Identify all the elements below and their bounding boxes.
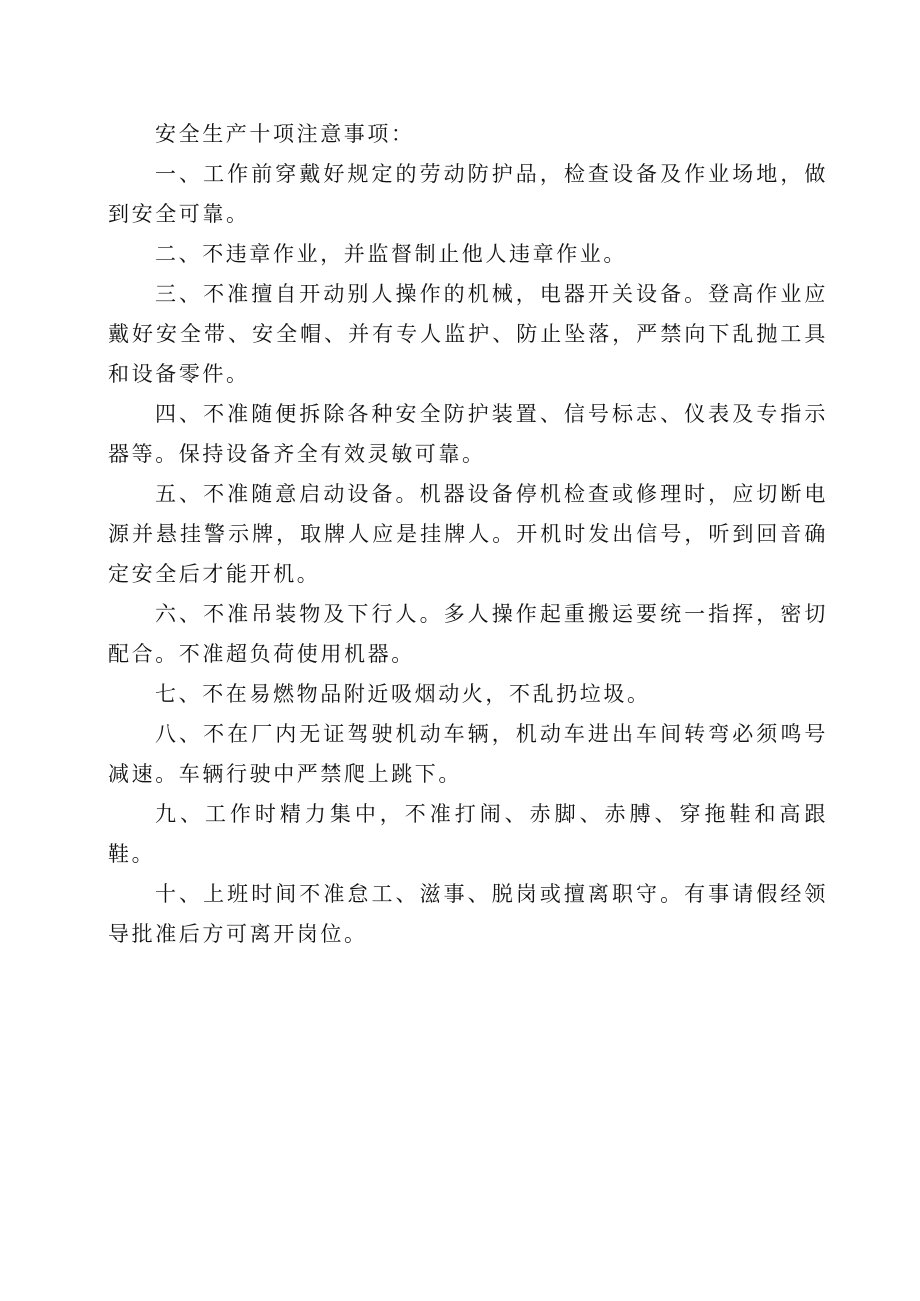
rule-item-8: 八、不在厂内无证驾驶机动车辆，机动车进出车间转弯必须鸣号减速。车辆行驶中严禁爬上跳下。 <box>108 722 828 786</box>
rule-item-2: 二、不违章作业，并监督制止他人违章作业。 <box>155 242 627 266</box>
rule-item-9: 九、工作时精力集中，不准打闹、赤脚、赤膊、穿拖鞋和高跟鞋。 <box>108 802 828 866</box>
rule-item-6: 六、不准吊装物及下行人。多人操作起重搬运要统一指挥，密切配合。不准超负荷使用机器。 <box>108 602 828 666</box>
rule-item-4: 四、不准随便拆除各种安全防护装置、信号标志、仪表及专指示器等。保持设备齐全有效灵敏可靠。 <box>108 402 828 466</box>
rule-item-1: 一、工作前穿戴好规定的劳动防护品，检查设备及作业场地，做到安全可靠。 <box>108 162 828 226</box>
rule-item-5: 五、不准随意启动设备。机器设备停机检查或修理时，应切断电源并悬挂警示牌，取牌人应是挂牌人。开机时发出信号，听到回音确定安全后才能开机。 <box>108 482 828 586</box>
document-heading: 安全生产十项注意事项： <box>155 122 415 146</box>
document-body <box>108 114 828 954</box>
rule-item-10: 十、上班时间不准怠工、滋事、脱岗或擅离职守。有事请假经领导批准后方可离开岗位。 <box>108 882 828 946</box>
rule-item-7: 七、不在易燃物品附近吸烟动火，不乱扔垃圾。 <box>155 682 651 706</box>
rule-item-3: 三、不准擅自开动别人操作的机械，电器开关设备。登高作业应戴好安全带、安全帽、并有专人监护、防止坠落，严禁向下乱抛工具和设备零件。 <box>108 282 828 386</box>
